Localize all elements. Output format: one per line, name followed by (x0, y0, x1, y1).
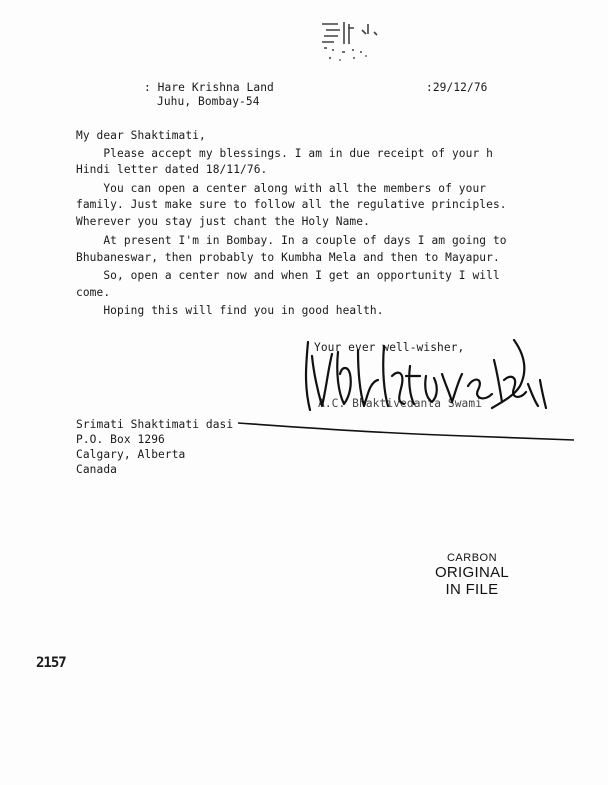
body-line: family. Just make sure to follow all the regulative principles. (76, 198, 507, 211)
top-smudge-mark (318, 18, 384, 66)
recipient-line: Srimati Shaktimati dasi (76, 418, 234, 431)
recipient-line: Calgary, Alberta (76, 448, 186, 461)
address-line-1: : Hare Krishna Land (144, 81, 274, 94)
stamp-line-carbon: CARBON (446, 552, 498, 564)
body-line: At present I'm in Bombay. In a couple of days I am going to (76, 234, 507, 247)
recipient-line: P.O. Box 1296 (76, 433, 165, 446)
stamp-line-original: ORIGINAL (434, 564, 510, 581)
salutation: My dear Shaktimati, (76, 129, 206, 142)
body-line: Hindi letter dated 18/11/76. (76, 163, 268, 176)
body-line: Wherever you stay just chant the Holy Name. (76, 215, 370, 228)
body-line: So, open a center now and when I get an opportunity I will (76, 269, 500, 282)
carbon-original-stamp (424, 552, 520, 598)
letter-date: :29/12/76 (426, 81, 488, 94)
address-line-2: Juhu, Bombay-54 (157, 95, 260, 108)
body-line: Bhubaneswar, then probably to Kumbha Mela and then to Mayapur. (76, 251, 500, 264)
body-line: Hoping this will find you in good health. (76, 304, 384, 317)
valediction: Your ever well-wisher, (314, 341, 465, 354)
handwritten-signature (288, 336, 550, 426)
body-line: come. (76, 286, 111, 299)
signature-rule (236, 417, 576, 441)
archive-number: 2157 (36, 655, 66, 671)
typed-signature-name: A.C. Bhaktivedanta Swami (318, 397, 483, 410)
stamp-line-in-file: IN FILE (445, 581, 499, 598)
body-line: Please accept my blessings. I am in due receipt of your h (76, 147, 493, 160)
recipient-line: Canada (76, 463, 118, 476)
body-line: You can open a center along with all the members of your (76, 182, 487, 195)
